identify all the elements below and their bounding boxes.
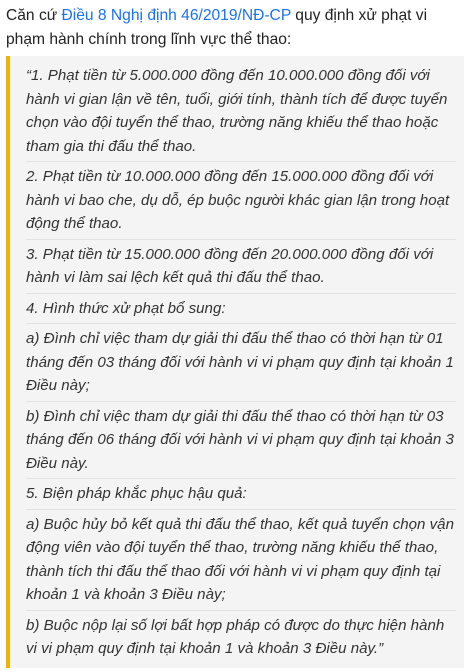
quote-paragraph-2: 2. Phạt tiền từ 10.000.000 đồng đến 15.000.000 đồng đối với hành vi bao che, dụ dỗ, ép buộc người khác gian lận trong hoạt động thể thao. [26,161,456,239]
quote-paragraph-4: 4. Hình thức xử phạt bổ sung: [26,293,456,324]
intro-prefix: Căn cứ [6,7,62,24]
blockquote [6,56,464,668]
quote-paragraph-5a: a) Buộc hủy bỏ kết quả thi đấu thể thao, kết quả tuyển chọn vận động viên vào đội tuyển thể thao, trường năng khiếu thể thao, thành tích thi đấu thể thao đối với hành vi vi phạm quy định tại khoản 1 và khoản 3 Điều này; [26,509,456,610]
quote-paragraph-5: 5. Biện pháp khắc phục hậu quả: [26,478,456,509]
intro-suffix: quy định xử phạt vi phạm hành chính trong lĩnh vực thể thao: [6,7,428,48]
quote-paragraph-4a: a) Đình chỉ việc tham dự giải thi đấu thể thao có thời hạn từ 01 tháng đến 03 tháng đối với hành vi vi phạm quy định tại khoản 1 Điều này; [26,323,456,401]
quote-paragraph-3: 3. Phạt tiền từ 15.000.000 đồng đến 20.000.000 đồng đối với hành vi làm sai lệch kết quả thi đấu thể thao. [26,239,456,293]
decree-link[interactable]: Điều 8 Nghị định 46/2019/NĐ-CP [61,7,291,24]
intro-paragraph [6,4,461,52]
quote-paragraph-4b: b) Đình chỉ việc tham dự giải thi đấu thể thao có thời hạn từ 03 tháng đến 06 tháng đối với hành vi vi phạm quy định tại khoản 3 Điều này. [26,401,456,479]
quote-paragraph-5b: b) Buộc nộp lại số lợi bất hợp pháp có được do thực hiện hành vi vi phạm quy định tại khoản 1 và khoản 3 Điều này.” [26,610,456,664]
quote-paragraph-1: “1. Phạt tiền từ 5.000.000 đồng đến 10.000.000 đồng đối với hành vi gian lận về tên, tuổi, giới tính, thành tích để được tuyển chọn vào đội tuyển thể thao, trường năng khiếu thể thao hoặc tham gia thi đấu thể thao. [26,67,448,155]
